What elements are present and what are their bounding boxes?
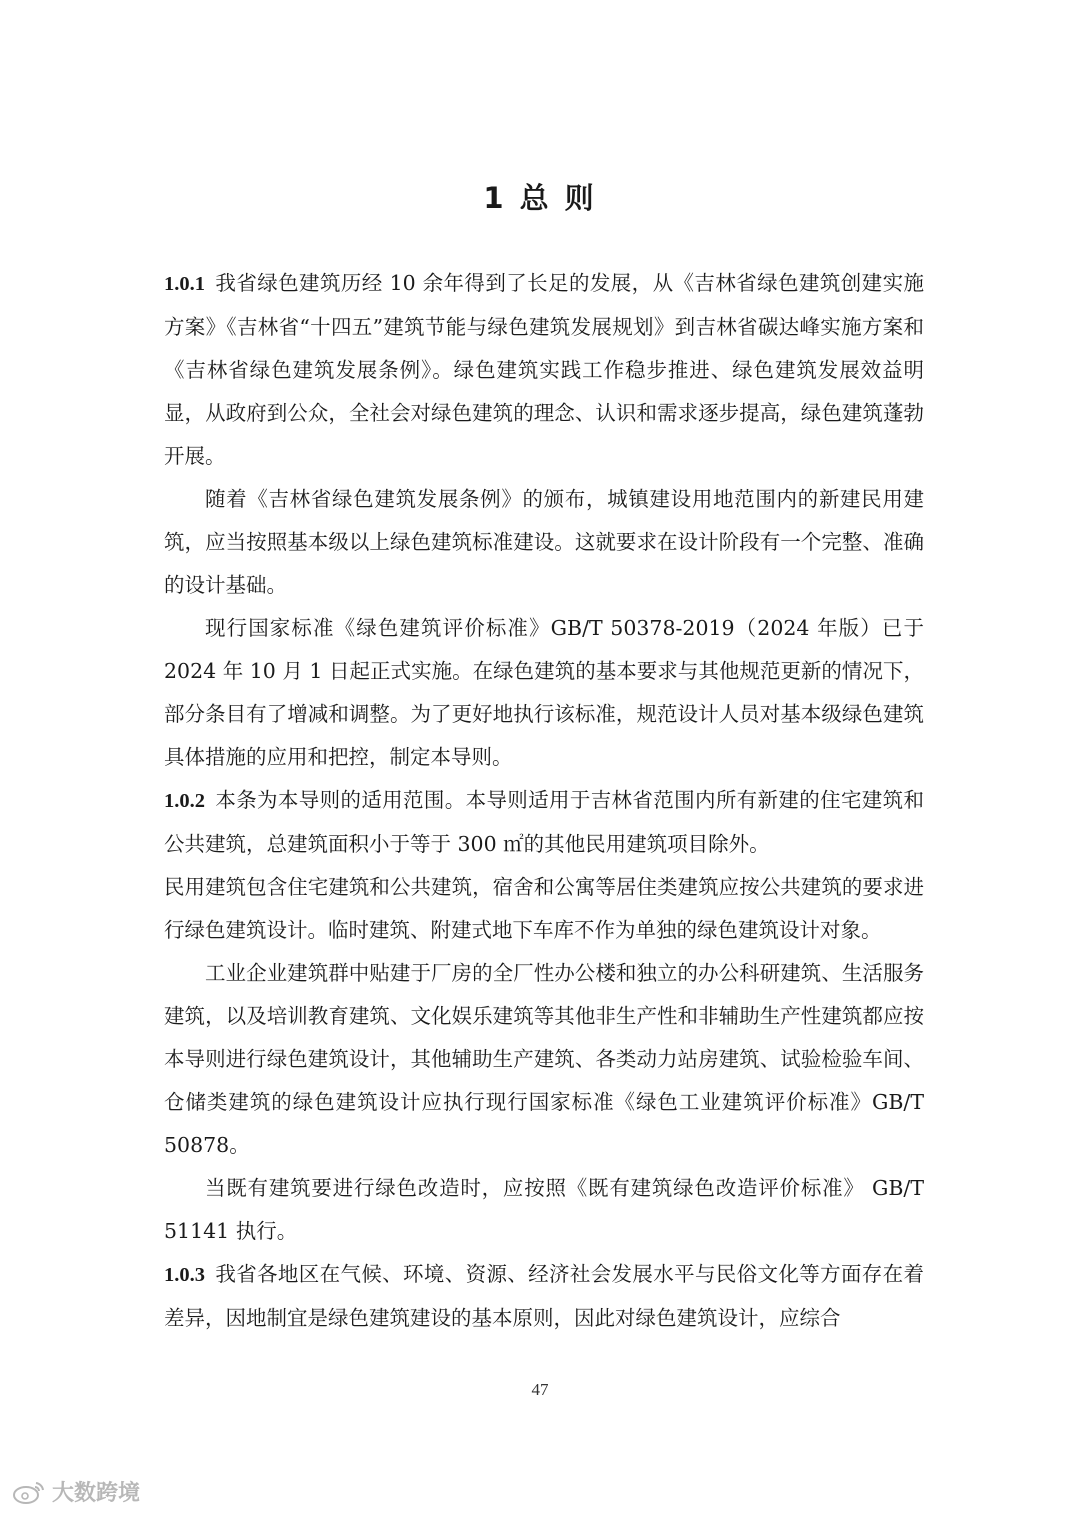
- paragraph-1-0-1: [164, 262, 924, 478]
- paragraph-text: 民用建筑包含住宅建筑和公共建筑，宿舍和公寓等居住类建筑应按公共建筑的要求进行绿色建筑设计。临时建筑、附建式地下车库不作为单独的绿色建筑设计对象。: [164, 875, 924, 942]
- page-number: 47: [531, 1380, 549, 1399]
- paragraph: [164, 866, 924, 952]
- paragraph-text: 随着《吉林省绿色建筑发展条例》的颁布，城镇建设用地范围内的新建民用建筑，应当按照基本级以上绿色建筑标准建设。这就要求在设计阶段有一个完整、准确的设计基础。: [164, 487, 924, 597]
- paragraph-text: 我省绿色建筑历经 10 余年得到了长足的发展，从《吉林省绿色建筑创建实施方案》《吉林省“十四五”建筑节能与绿色建筑发展规划》到吉林省碳达峰实施方案和《吉林省绿色建筑发展条例》。绿色建筑实践工作稳步推进、绿色建筑发展效益明显，从政府到公众，全社会对绿色建筑的理念、认识和需求逐步提高，绿色建筑蓬勃开展。: [164, 271, 924, 468]
- watermark: [12, 1476, 140, 1507]
- clause-number: 1.0.3: [164, 1264, 205, 1286]
- paragraph-1-0-2: [164, 779, 924, 866]
- paragraph-text: 工业企业建筑群中贴建于厂房的全厂性办公楼和独立的办公科研建筑、生活服务建筑，以及培训教育建筑、文化娱乐建筑等其他非生产性和非辅助生产性建筑都应按本导则进行绿色建筑设计，其他辅助生产建筑、各类动力站房建筑、试验检验车间、仓储类建筑的绿色建筑设计应执行现行国家标准《绿色工业建筑评价标准》GB/T 50878。: [164, 961, 924, 1157]
- body-text: [164, 262, 924, 1340]
- paragraph-text: 本条为本导则的适用范围。本导则适用于吉林省范围内所有新建的住宅建筑和公共建筑，总建筑面积小于等于 300 ㎡的其他民用建筑项目除外。: [164, 788, 924, 856]
- watermark-text: 大数跨境: [52, 1481, 141, 1506]
- paragraph-text: 我省各地区在气候、环境、资源、经济社会发展水平与民俗文化等方面存在着差异，因地制宜是绿色建筑建设的基本原则，因此对绿色建筑设计，应综合: [164, 1262, 924, 1330]
- paragraph-1-0-3: [164, 1253, 924, 1340]
- paragraph-text: 当既有建筑要进行绿色改造时，应按照《既有建筑绿色改造评价标准》 GB/T 51141 执行。: [164, 1176, 924, 1243]
- paragraph: [164, 478, 924, 607]
- paragraph-text: 现行国家标准《绿色建筑评价标准》GB/T 50378-2019（2024 年版）已于 2024 年 10 月 1 日起正式实施。在绿色建筑的基本要求与其他规范更新的情况下，部分条目有了增减和调整。为了更好地执行该标准，规范设计人员对基本级绿色建筑具体措施的应用和把控，制定本导则。: [164, 616, 924, 769]
- chapter-title: 1 总 则: [483, 181, 597, 215]
- clause-number: 1.0.2: [164, 790, 205, 812]
- paragraph: [164, 952, 924, 1167]
- paragraph: [164, 607, 924, 779]
- weibo-logo-icon: [12, 1479, 46, 1505]
- clause-number: 1.0.1: [164, 273, 205, 295]
- paragraph: [164, 1167, 924, 1253]
